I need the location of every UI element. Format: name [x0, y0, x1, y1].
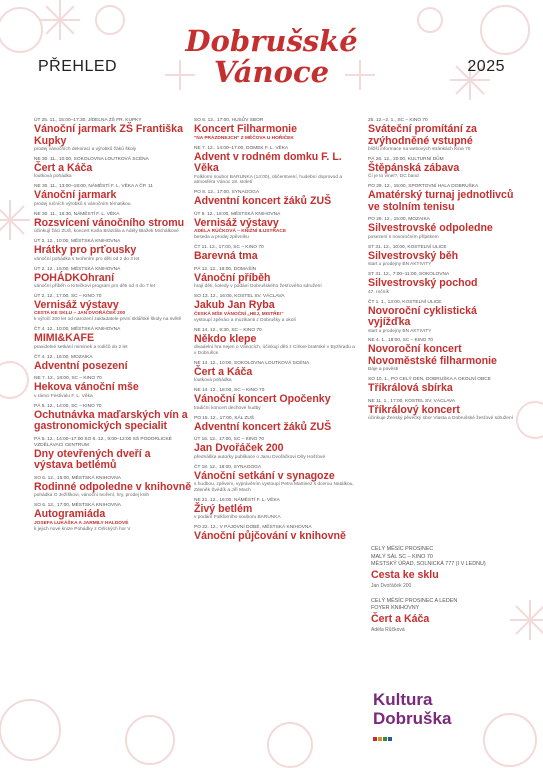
event-item [34, 404, 192, 433]
event-description: beseda a prodej zpěvníku [194, 235, 249, 241]
event-description: start u prodejny BN AKTIVITY [368, 262, 432, 268]
event-title: Silvestrovský pochod [368, 277, 478, 290]
event-when-where: PO 29. 12., 15:00, SPORTOVNÍ HALA DOBRUŠKA [368, 184, 479, 190]
event-when-where: NE 11. 1., 17:00, KOSTEL SV. VÁCLAVA [368, 398, 456, 404]
event-item [194, 190, 356, 208]
event-when-where: ÚT 2. 12., 17:00, SC – KINO 70 [34, 293, 102, 299]
event-item [194, 437, 356, 460]
event-when-where: PÁ 26. 12., 20:00, KULTURNÍ DŮM [368, 156, 444, 162]
event-item [34, 157, 192, 180]
event-item [34, 267, 192, 290]
event-when-where: ÚT 9. 12., 18:00, MĚSTSKÁ KNIHOVNA [194, 211, 281, 217]
exhibition-where: FOYER KNIHOVNY [371, 605, 420, 611]
event-description: 47. ročník [368, 289, 390, 295]
event-item [194, 525, 356, 543]
event-when-where: SO 6. 12., 17:00, HUSŮV SBOR [194, 118, 264, 123]
event-title: Rodinné odpoledne v knihovně [34, 480, 192, 493]
logo-square [378, 737, 382, 741]
event-description: pravidelné setkání miminek a rodičů do 2 let [34, 344, 128, 350]
event-description: Čí je to vinel?, DC band [368, 174, 419, 180]
event-title: Vernisáž výstavy [194, 216, 279, 229]
event-item [368, 184, 520, 213]
event-when-where: SO 10. 1., PO CELÝ DEN, DOBRUŠKA A OKOLNÍ OBCE [368, 377, 491, 383]
event-title: Štěpánská zábava [368, 161, 460, 174]
event-item [368, 300, 520, 335]
event-subtitle: "NA PRÁZDNEJCH" Z MĚČOVA U HOŘIČEK [194, 135, 294, 141]
event-description: pohádka O Ježíškovi, vánoční tvoření, hry, prodej knih [34, 493, 150, 499]
event-description: účinkují žáci ZUŠ, koncert Karla Brázdila a Adély Blažek Michálkové [34, 229, 179, 235]
logo-square [373, 737, 377, 741]
event-item [194, 328, 356, 357]
event-subtitle: ČESKÁ MŠE VÁNOČNÍ „HEJ, MISTŘE!“ [194, 311, 284, 317]
event-title: Adventní koncert žáků ZUŠ [194, 420, 332, 433]
event-title: Dny otevřených dveří a výstava betlémů [34, 447, 151, 472]
event-item [34, 212, 192, 235]
event-description: v rámci Festivalu F. L. Věka [34, 393, 93, 399]
exhibition-where-2: MĚSTSKÝ ÚŘAD, SOLNICKÁ 777 (I V LEDNU) [371, 561, 486, 567]
event-description: prodej ručních výrobků s vánočním tématikou [34, 201, 131, 207]
event-item [368, 118, 520, 153]
event-item [34, 118, 192, 153]
event-when-where: NE 30. 11., 13:00–18:00, NÁMĚSTÍ F. L. VĚKA A ČP. 11 [34, 184, 153, 190]
event-title: MIMI&KAFE [34, 332, 95, 345]
exhibition-title: Čert a Káča [371, 612, 430, 625]
event-item [368, 157, 520, 180]
event-description: s hudbou, zpěvem, vyprávěním vystoupí Petra Martinez s dcerou Natálkou, Zdeněk Švédík a Jiří Mach [194, 482, 354, 493]
event-item [194, 245, 356, 263]
ornament-circle [0, 700, 60, 760]
event-description: k výročí 200 let od narození zakladatele první sklářské školy na světě [34, 317, 182, 323]
overview-label: PŘEHLED [38, 58, 118, 75]
event-when-where: NE 14. 12., 10:00, SOKOLOVNA LOUTKOVÁ SCÉNA [194, 360, 310, 366]
event-description: hrají děti, koledy v podání Dobrušského žesťového sdružení [194, 284, 322, 290]
ornament-circle [0, 362, 28, 398]
event-item [34, 503, 192, 532]
event-title: Adventní koncert žáků ZUŠ [194, 195, 332, 208]
event-when-where: NE 21. 12., 16:00, NÁMĚSTÍ F. L. VĚKA [194, 497, 280, 503]
event-when-where: PO 29. 12., 15:00, MOZAIKA [368, 217, 430, 223]
event-title: Koncert Filharmonie [194, 123, 298, 135]
event-subtitle: CESTA KE SKLU – JAN DVOŘÁČEK 200 [34, 311, 126, 317]
event-item [194, 267, 356, 290]
ornament-circle [268, 723, 312, 767]
event-when-where: PO 8. 12., 17:00, SYNAGOGA [194, 190, 260, 196]
event-title: Vánoční půjčování v knihovně [194, 530, 346, 543]
event-when-where: ČT 4. 12., 16:00, MOZAIKA [34, 354, 93, 360]
event-title: Autogramiáda [34, 508, 106, 521]
event-item [34, 239, 192, 262]
event-when-where: NE 30. 11., 16:30, NÁMĚSTÍ F. L. VĚKA [34, 211, 120, 217]
event-when-where: PÁ 12. 12., 18:00, DOMAŠÍN [194, 266, 257, 272]
event-title: Tříkrálová sbírka [368, 382, 453, 395]
event-title: Vánoční jarmark ZŠ Františka Kupky [34, 123, 183, 147]
ornament-circle [484, 714, 536, 766]
event-subtitle: ADÉLA RŮČKOVÁ – KNIŽNÍ ILUSTRACE [194, 229, 287, 235]
event-description: divadelní hra nejen o Vánocích, účinkují děti z Církve bratrské v Byzhradu a v Dobrušce [194, 345, 355, 356]
events-column-2 [194, 118, 356, 547]
event-item [368, 338, 520, 373]
event-when-where: ČT 4. 12., 10:00, MĚSTSKÁ KNIHOVNA [34, 327, 121, 333]
event-when-where: PO 22. 12., V PÁJOVNÍ DOBĚ, MĚSTSKÁ KNIHOVNA [194, 525, 312, 531]
event-when-where: SO 6. 12., 17:00, MĚSTSKÁ KNIHOVNA [34, 503, 121, 509]
exhibition-desc: Adéla Růčková [371, 626, 405, 633]
event-title: Novoroční cyklistická vyjížďka [368, 304, 477, 329]
event-item [368, 272, 520, 295]
event-item [34, 355, 192, 373]
event-title: Hrátky pro prťousky [34, 244, 137, 257]
event-item [194, 294, 356, 323]
event-title: Jan Dvořáček 200 [194, 442, 284, 455]
event-title: Amatérský turnaj jednotlivců ve stolním tenisu [368, 189, 514, 213]
event-title: Advent v rodném domku F. L. Věka [194, 150, 342, 174]
event-when-where: NE 7. 12., 18:00, SC – KINO 70 [34, 376, 102, 382]
page-title [0, 26, 543, 88]
event-when-where: ČT 11. 12., 17:00, SC – KINO 70 [194, 245, 264, 251]
exhibition-when: CELÝ MĚSÍC PROSINEC [371, 546, 434, 552]
event-when-where: ÚT 25. 11., 15:00–17:30, JÍDELNA ZŠ FR. KUPKY [34, 118, 142, 123]
logo-color-squares [373, 728, 451, 746]
logo-line-2: Dobruška [373, 709, 452, 728]
event-item [368, 217, 520, 240]
event-title: Rozsvícení vánočního stromu [34, 216, 185, 229]
event-item [368, 245, 520, 268]
event-when-where: 25. 12.–2. 1., SC – KINO 70 [368, 118, 428, 123]
event-item [194, 416, 356, 434]
event-description: bližší informace na webových stránkách Kina 70 [368, 147, 471, 152]
event-when-where: SO 6. 12., 15:00, MĚSTSKÁ KNIHOVNA [34, 475, 121, 481]
event-description: vánoční pohádka s tvořením pro děti od 2 do 3 let [34, 256, 140, 262]
event-item [194, 498, 356, 521]
event-description: Báje a pověsti [368, 367, 399, 373]
event-when-where: NE 14. 12., 18:00, SC – KINO 70 [194, 388, 265, 394]
event-title: Adventní posezení [34, 359, 128, 372]
event-description: Folklorní soubor BARUNKA (14:00), občerstvení, hudební doprovod a atmosféra Vánoc 18. století [194, 174, 342, 186]
event-item [34, 476, 192, 499]
event-title: Vánoční setkání v synagoze [194, 469, 335, 482]
event-when-where: NE 14. 12., 9:30, SC – KINO 70 [194, 327, 262, 333]
event-title: Čert a Káča [194, 365, 253, 378]
event-item [194, 388, 356, 411]
event-when-where: ČT 1. 1., 13:00, KOSTELNÍ ULICE [368, 299, 442, 305]
events-column-1 [34, 118, 192, 536]
exhibition-where: MALÝ SÁL SC – KINO 70 [371, 553, 433, 560]
exhibitions-box [371, 546, 523, 638]
year-label: 2025 [467, 58, 505, 75]
event-item [34, 437, 192, 472]
event-item [194, 361, 356, 384]
exhibition-when: CELÝ MĚSÍC PROSINEC A LEDEN [371, 597, 458, 604]
event-title: Vernisáž výstavy [34, 298, 119, 311]
event-when-where: ÚT 2. 12., 15:00, MĚSTSKÁ KNIHOVNA [34, 266, 121, 272]
event-title: Vánoční koncert Opočenky [194, 393, 331, 406]
logo-line-1: Kultura [373, 690, 433, 709]
event-title: Vánoční příběh [194, 271, 271, 284]
event-title: Silvestrovské odpoledne [368, 222, 493, 235]
title-line-1: Dobrušské [185, 24, 358, 58]
event-item [194, 118, 356, 142]
event-description: k jejich nové knize Pohádky z Orlických hor V [34, 526, 131, 532]
event-description: posezení s novoročním přípitkem [368, 234, 439, 240]
ornament-circle [126, 716, 174, 764]
event-title: Čert a Káča [34, 161, 93, 174]
exhibition-item [371, 546, 523, 590]
event-description: v podání Folklorního souboru BARUNKA [194, 515, 281, 521]
event-item [34, 294, 192, 323]
event-description: vystoupí zpěváci a muzikanti z Dobrušky a okolí [194, 317, 296, 323]
exhibition-desc: Jan Dvořáček 200 [371, 582, 412, 589]
event-title: Tříkrálový koncert [368, 403, 460, 416]
event-item [194, 146, 356, 187]
event-when-where: ÚT 16. 12., 17:00, SC – KINO 70 [194, 437, 265, 443]
exhibition-title: Cesta ke sklu [371, 568, 439, 581]
event-when-where: ST 31. 12., 10:00, KOSTELNÍ ULICE [368, 244, 447, 250]
event-subtitle: JOSEFA LUKÁŠKA A JARMILY HALDOVÉ [34, 520, 129, 526]
event-when-where: NE 30. 11., 10:00, SOKOLOVNA LOUTKOVÁ SCÉNA [34, 156, 149, 162]
event-description: start u prodejny BN AKTIVITY [368, 328, 432, 334]
event-when-where: PÁ 5. 12., 14:00–17:00 SO 6. 12., 9:00–12:00 SŠ PODORLICKÉ VZDĚLÁVACÍ CENTRUM [34, 436, 172, 448]
event-description: prodej vánočních dekorací a výrobků žáků školy [34, 147, 137, 152]
event-title: Živý betlém [194, 502, 253, 515]
event-when-where: SO 13. 12., 16:00, KOSTEL SV. VÁCLAVA [194, 294, 285, 300]
event-when-where: NE 4. 1., 18:00, SC – KINO 70 [368, 338, 434, 344]
event-title: Vánoční jarmark [34, 189, 117, 202]
event-when-where: PO 15. 12., 17:00, SÁL ZUŠ [194, 415, 255, 421]
ornament-circle [517, 402, 543, 438]
event-description: účinkuje Ženský pěvecký sbor Vlasta a Dobrušské žesťové sdružení [368, 416, 513, 422]
event-item [368, 377, 520, 395]
kultura-dobruska-logo [373, 690, 451, 746]
event-title: Jakub Jan Ryba [194, 299, 275, 312]
event-when-where: ST 31. 12., 7:00–11:00, SOKOLOVNA [368, 272, 450, 278]
event-item [34, 184, 192, 207]
event-item [34, 376, 192, 399]
event-when-where: NE 7. 12., 14:00–17:00, DOMEK F. L. VĚKA [194, 145, 289, 151]
event-title: Silvestrovský běh [368, 249, 459, 262]
event-description: přednáška autorky publikace o Janu Dvořáčkovi Díty Hošťové [194, 454, 326, 460]
event-description: loutková pohádka [194, 378, 232, 384]
event-item [194, 212, 356, 241]
event-when-where: ČT 18. 12., 18:00, SYNAGOGA [194, 464, 262, 470]
event-item [194, 465, 356, 494]
title-line-2: Vánoce [213, 55, 330, 89]
event-title: Hekova vánoční mše [34, 381, 139, 394]
event-description: loutková pohádka [34, 174, 72, 180]
event-title: Novoroční koncert Novoměstské filharmonie [368, 343, 497, 367]
event-when-where: ÚT 2. 12., 10:00, MĚSTSKÁ KNIHOVNA [34, 239, 121, 245]
event-title: Ochutnávka maďarských vín a gastronomických specialit [34, 408, 188, 433]
event-title: POHÁDKOhraní [34, 271, 115, 284]
event-description: vánoční příběh o Krtečkovi program pro děti od 4 do 7 let [34, 284, 156, 290]
exhibition-item [371, 598, 523, 634]
event-title: Někdo klepe [194, 332, 257, 345]
event-item [368, 399, 520, 422]
event-when-where: PÁ 5. 12., 14:00, SC – KINO 70 [34, 403, 102, 409]
event-description: tradiční koncert dechové hudby [194, 405, 261, 411]
logo-square [383, 737, 387, 741]
event-title: Barevná tma [194, 250, 258, 263]
event-title: Sváteční promítání za zvýhodněné vstupné [368, 123, 477, 147]
events-column-3 [368, 118, 520, 426]
logo-square [388, 737, 392, 741]
snowflake-icon [0, 200, 30, 240]
event-item [34, 327, 192, 350]
